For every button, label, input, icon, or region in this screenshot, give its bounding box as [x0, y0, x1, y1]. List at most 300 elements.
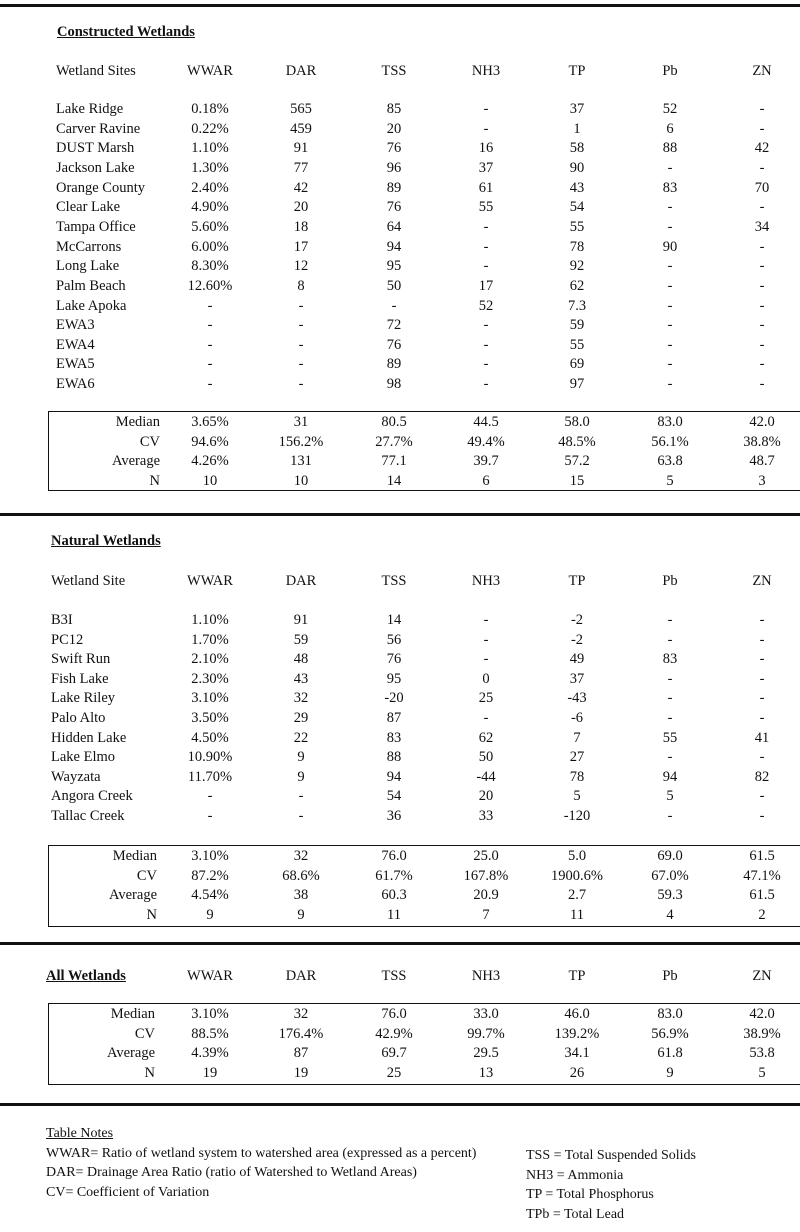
stat-label: Median — [112, 848, 157, 864]
cell-dar: 48 — [293, 651, 309, 667]
stat-zn: 48.7 — [749, 453, 775, 469]
cell-dar: - — [298, 376, 304, 392]
cell-pb: 5 — [666, 788, 674, 804]
stat-wwar: 3.65% — [191, 414, 229, 430]
stat-row — [0, 1025, 800, 1044]
cell-nh3: - — [483, 101, 489, 117]
cell-wwar: - — [207, 337, 213, 353]
cell-pb: - — [667, 632, 673, 648]
note-nh3: NH3 = Ammonia — [526, 1167, 624, 1183]
cell-pb: - — [667, 199, 673, 215]
stat-wwar: 88.5% — [191, 1026, 229, 1042]
table-row — [0, 611, 800, 630]
site-name: EWA5 — [56, 356, 95, 372]
cell-dar: 12 — [293, 258, 309, 274]
cell-zn: - — [759, 239, 765, 255]
cell-zn: - — [759, 612, 765, 628]
cell-nh3: 61 — [478, 180, 494, 196]
stat-tp: 15 — [569, 473, 585, 489]
site-name: Tampa Office — [56, 219, 136, 235]
cell-pb: - — [667, 219, 673, 235]
cell-zn: 82 — [754, 769, 770, 785]
column-header-nh3: NH3 — [471, 573, 501, 589]
cell-tp: 54 — [569, 199, 585, 215]
cell-nh3: 62 — [478, 730, 494, 746]
cell-tss: 76 — [386, 199, 402, 215]
stat-tss: 14 — [386, 473, 402, 489]
table-notes-left — [46, 1124, 476, 1202]
site-name: Fish Lake — [51, 671, 109, 687]
cell-dar: - — [298, 317, 304, 333]
cell-tp: 62 — [569, 278, 585, 294]
cell-nh3: - — [483, 239, 489, 255]
site-name: EWA6 — [56, 376, 95, 392]
stat-zn: 42.0 — [749, 414, 775, 430]
cell-wwar: 12.60% — [187, 278, 233, 294]
stat-zn: 47.1% — [743, 868, 781, 884]
table-notes-right — [526, 1146, 696, 1224]
cell-dar: 20 — [293, 199, 309, 215]
table-row — [0, 316, 800, 335]
column-header-tss: TSS — [381, 63, 407, 79]
table-row — [0, 159, 800, 178]
stat-label: CV — [136, 868, 157, 884]
site-name: DUST Marsh — [56, 140, 135, 156]
cell-tp: 69 — [569, 356, 585, 372]
cell-tp: 7 — [573, 730, 581, 746]
cell-nh3: - — [483, 317, 489, 333]
cell-tp: -2 — [570, 612, 584, 628]
stat-zn: 53.8 — [749, 1045, 775, 1061]
column-header-tp: TP — [568, 573, 586, 589]
cell-tp: -6 — [570, 710, 584, 726]
cell-tss: 96 — [386, 160, 402, 176]
cell-dar: 9 — [297, 769, 305, 785]
stat-pb: 83.0 — [657, 1006, 683, 1022]
cell-wwar: 3.10% — [191, 690, 229, 706]
stat-dar: 19 — [293, 1065, 309, 1081]
stat-tp: 11 — [570, 907, 584, 923]
cell-nh3: 17 — [478, 278, 494, 294]
stat-label: Average — [106, 1045, 155, 1061]
cell-nh3: 25 — [478, 690, 494, 706]
column-header-dar: DAR — [285, 63, 317, 79]
stat-pb: 56.9% — [651, 1026, 689, 1042]
stat-wwar: 94.6% — [191, 434, 229, 450]
cell-tp: 5 — [573, 788, 581, 804]
stat-pb: 59.3 — [657, 887, 683, 903]
stat-tp: 1900.6% — [551, 868, 603, 884]
cell-dar: - — [298, 788, 304, 804]
cell-zn: - — [759, 808, 765, 824]
cell-tss: 20 — [386, 121, 402, 137]
cell-wwar: - — [207, 317, 213, 333]
cell-zn: - — [759, 632, 765, 648]
stat-pb: 56.1% — [651, 434, 689, 450]
site-name: Lake Elmo — [51, 749, 116, 765]
column-header-tp: TP — [568, 968, 586, 984]
cell-zn: - — [759, 258, 765, 274]
cell-pb: - — [667, 376, 673, 392]
cell-pb: 88 — [662, 140, 678, 156]
stat-dar: 10 — [293, 473, 309, 489]
stat-nh3: 44.5 — [473, 414, 499, 430]
table-row — [0, 768, 800, 787]
cell-pb: - — [667, 808, 673, 824]
table-row — [0, 257, 800, 276]
stat-tp: 57.2 — [564, 453, 590, 469]
cell-wwar: 2.10% — [191, 651, 229, 667]
table-row — [0, 631, 800, 650]
stat-nh3: 6 — [482, 473, 490, 489]
cell-tss: 76 — [386, 140, 402, 156]
cell-dar: 77 — [293, 160, 309, 176]
stat-label: Median — [115, 414, 160, 430]
cell-dar: - — [298, 808, 304, 824]
site-name: Long Lake — [56, 258, 120, 274]
cell-tp: 37 — [569, 101, 585, 117]
cell-wwar: 5.60% — [191, 219, 229, 235]
stat-tss: 76.0 — [381, 848, 407, 864]
cell-nh3: - — [483, 121, 489, 137]
cell-tp: 59 — [569, 317, 585, 333]
note-cv: CV= Coefficient of Variation — [46, 1184, 210, 1200]
stat-zn: 2 — [758, 907, 766, 923]
column-header-row — [0, 967, 800, 986]
cell-zn: - — [759, 121, 765, 137]
site-name: Lake Ridge — [56, 101, 124, 117]
note-tss: TSS = Total Suspended Solids — [526, 1148, 697, 1163]
stat-row — [0, 433, 800, 452]
site-name: Carver Ravine — [56, 121, 141, 137]
stat-pb: 63.8 — [657, 453, 683, 469]
note-wwar: WWAR= Ratio of wetland system to watershed area (expressed as a percent) — [46, 1145, 477, 1161]
cell-nh3: - — [483, 219, 489, 235]
stat-dar: 131 — [290, 453, 312, 469]
stat-label: CV — [134, 1026, 155, 1042]
stat-wwar: 10 — [202, 473, 218, 489]
cell-wwar: - — [207, 376, 213, 392]
site-name: McCarrons — [56, 239, 122, 255]
stat-dar: 38 — [293, 887, 309, 903]
table-row — [0, 709, 800, 728]
column-header-zn: ZN — [752, 573, 772, 589]
stat-zn: 61.5 — [749, 887, 775, 903]
cell-dar: 91 — [293, 140, 309, 156]
cell-nh3: 37 — [478, 160, 494, 176]
cell-tp: 55 — [569, 337, 585, 353]
cell-nh3: 50 — [478, 749, 494, 765]
stat-dar: 32 — [293, 848, 309, 864]
cell-tss: 83 — [386, 730, 402, 746]
column-header-nh3: NH3 — [471, 63, 501, 79]
cell-zn: 42 — [754, 140, 770, 156]
cell-tss: 89 — [386, 356, 402, 372]
site-name: PC12 — [51, 632, 84, 648]
cell-dar: 17 — [293, 239, 309, 255]
stat-row — [0, 906, 800, 925]
cell-tss: 98 — [386, 376, 402, 392]
column-header-nh3: NH3 — [471, 968, 501, 984]
cell-nh3: 33 — [478, 808, 494, 824]
cell-tp: -120 — [563, 808, 591, 824]
cell-wwar: 1.10% — [191, 612, 229, 628]
stat-tp: 5.0 — [567, 848, 587, 864]
cell-dar: 8 — [297, 278, 305, 294]
stat-wwar: 4.26% — [191, 453, 229, 469]
cell-pb: - — [667, 356, 673, 372]
cell-zn: - — [759, 278, 765, 294]
table-row — [0, 375, 800, 394]
stat-row — [0, 472, 800, 491]
natural-title: Natural Wetlands — [51, 533, 161, 549]
site-name: Wayzata — [51, 769, 101, 785]
stat-label: Median — [110, 1006, 155, 1022]
cell-wwar: 2.30% — [191, 671, 229, 687]
stat-row — [0, 413, 800, 432]
stat-row — [0, 867, 800, 886]
site-name: Lake Riley — [51, 690, 116, 706]
cell-nh3: -44 — [476, 769, 496, 785]
site-name: Palo Alto — [51, 710, 106, 726]
cell-dar: 59 — [293, 632, 309, 648]
table-row — [0, 336, 800, 355]
stat-dar: 9 — [297, 907, 305, 923]
cell-dar: 43 — [293, 671, 309, 687]
stat-row — [0, 1064, 800, 1083]
cell-zn: - — [759, 651, 765, 667]
cell-zn: - — [759, 356, 765, 372]
stat-tp: 58.0 — [564, 414, 590, 430]
table-row — [0, 198, 800, 217]
column-header-tss: TSS — [381, 573, 407, 589]
note-tpb: TPb = Total Lead — [526, 1206, 625, 1222]
cell-zn: - — [759, 710, 765, 726]
cell-pb: 6 — [666, 121, 674, 137]
cell-zn: - — [759, 101, 765, 117]
cell-wwar: 8.30% — [191, 258, 229, 274]
stat-tss: 61.7% — [375, 868, 413, 884]
cell-tss: 54 — [386, 788, 402, 804]
stat-zn: 3 — [758, 473, 766, 489]
stat-nh3: 13 — [478, 1065, 494, 1081]
column-header-wwar: WWAR — [187, 63, 233, 79]
column-header-pb: Pb — [662, 63, 678, 79]
cell-zn: - — [759, 337, 765, 353]
site-name: Swift Run — [51, 651, 111, 667]
stat-wwar: 87.2% — [191, 868, 229, 884]
cell-dar: - — [298, 356, 304, 372]
cell-pb: - — [667, 612, 673, 628]
cell-tss: 87 — [386, 710, 402, 726]
cell-zn: - — [759, 376, 765, 392]
cell-dar: 9 — [297, 749, 305, 765]
cell-zn: - — [759, 199, 765, 215]
column-header-wwar: WWAR — [187, 573, 233, 589]
stat-zn: 38.9% — [743, 1026, 781, 1042]
cell-nh3: 52 — [478, 298, 494, 314]
column-header-row — [0, 62, 800, 81]
stat-pb: 4 — [666, 907, 674, 923]
stat-tss: 77.1 — [381, 453, 407, 469]
cell-nh3: - — [483, 651, 489, 667]
stat-tp: 2.7 — [567, 887, 587, 903]
stat-wwar: 4.39% — [191, 1045, 229, 1061]
cell-wwar: 11.70% — [187, 769, 233, 785]
stat-tp: 34.1 — [564, 1045, 590, 1061]
table-row — [0, 238, 800, 257]
column-header-dar: DAR — [285, 968, 317, 984]
constructed-title: Constructed Wetlands — [57, 24, 195, 40]
cell-pb: 90 — [662, 239, 678, 255]
cell-nh3: - — [483, 376, 489, 392]
cell-zn: - — [759, 749, 765, 765]
table-row — [0, 729, 800, 748]
cell-tp: 7.3 — [567, 298, 587, 314]
cell-pb: - — [667, 690, 673, 706]
stat-nh3: 99.7% — [467, 1026, 505, 1042]
table-row — [0, 787, 800, 806]
cell-zn: - — [759, 690, 765, 706]
cell-zn: 70 — [754, 180, 770, 196]
table-row — [0, 120, 800, 139]
site-header: Wetland Sites — [56, 63, 136, 79]
site-name: Palm Beach — [56, 278, 126, 294]
column-header-dar: DAR — [285, 573, 317, 589]
stat-pb: 5 — [666, 473, 674, 489]
stat-tss: 60.3 — [381, 887, 407, 903]
cell-tp: 78 — [569, 239, 585, 255]
stat-row — [0, 1005, 800, 1024]
column-header-wwar: WWAR — [187, 968, 233, 984]
cell-nh3: 20 — [478, 788, 494, 804]
stat-tss: 76.0 — [381, 1006, 407, 1022]
cell-nh3: - — [483, 337, 489, 353]
column-header-pb: Pb — [662, 968, 678, 984]
stat-zn: 38.8% — [743, 434, 781, 450]
cell-dar: 91 — [293, 612, 309, 628]
rule-2 — [0, 942, 800, 945]
cell-tss: 64 — [386, 219, 402, 235]
cell-tss: 56 — [386, 632, 402, 648]
stat-zn: 5 — [758, 1065, 766, 1081]
stat-label: Average — [111, 453, 160, 469]
cell-tp: 78 — [569, 769, 585, 785]
table-row — [0, 650, 800, 669]
cell-pb: - — [667, 710, 673, 726]
cell-dar: 42 — [293, 180, 309, 196]
cell-wwar: 2.40% — [191, 180, 229, 196]
cell-wwar: 4.90% — [191, 199, 229, 215]
cell-dar: - — [298, 337, 304, 353]
cell-tss: 95 — [386, 258, 402, 274]
cell-dar: - — [298, 298, 304, 314]
table-row — [0, 100, 800, 119]
stat-label: N — [146, 907, 157, 923]
stat-tss: 42.9% — [375, 1026, 413, 1042]
cell-tss: - — [391, 298, 397, 314]
cell-tp: 90 — [569, 160, 585, 176]
cell-wwar: 1.70% — [191, 632, 229, 648]
cell-dar: 565 — [290, 101, 312, 117]
stat-tp: 46.0 — [564, 1006, 590, 1022]
column-header-tss: TSS — [381, 968, 407, 984]
cell-wwar: - — [207, 788, 213, 804]
cell-zn: - — [759, 298, 765, 314]
site-name: Hidden Lake — [51, 730, 127, 746]
stat-nh3: 39.7 — [473, 453, 499, 469]
stat-nh3: 167.8% — [463, 868, 509, 884]
cell-nh3: 16 — [478, 140, 494, 156]
cell-pb: 52 — [662, 101, 678, 117]
stat-row — [0, 452, 800, 471]
cell-pb: - — [667, 298, 673, 314]
cell-wwar: 1.10% — [191, 140, 229, 156]
stat-pb: 67.0% — [651, 868, 689, 884]
cell-nh3: 55 — [478, 199, 494, 215]
cell-wwar: 4.50% — [191, 730, 229, 746]
cell-nh3: - — [483, 612, 489, 628]
cell-tss: 50 — [386, 278, 402, 294]
stat-label: CV — [139, 434, 160, 450]
cell-nh3: - — [483, 356, 489, 372]
site-header: Wetland Site — [51, 573, 126, 589]
stat-label: Average — [108, 887, 157, 903]
stat-nh3: 20.9 — [473, 887, 499, 903]
stat-label: N — [149, 473, 160, 489]
cell-wwar: - — [207, 356, 213, 372]
cell-tp: -43 — [567, 690, 587, 706]
table-row — [0, 670, 800, 689]
cell-zn: - — [759, 788, 765, 804]
stat-wwar: 3.10% — [191, 1006, 229, 1022]
stat-tss: 80.5 — [381, 414, 407, 430]
cell-tss: 94 — [386, 239, 402, 255]
cell-pb: - — [667, 160, 673, 176]
stat-wwar: 19 — [202, 1065, 218, 1081]
stat-dar: 176.4% — [278, 1026, 324, 1042]
cell-dar: 459 — [290, 121, 312, 137]
site-name: Angora Creek — [51, 788, 133, 804]
cell-wwar: 3.50% — [191, 710, 229, 726]
cell-pb: - — [667, 258, 673, 274]
cell-pb: 83 — [662, 651, 678, 667]
stat-zn: 61.5 — [749, 848, 775, 864]
stat-pb: 69.0 — [657, 848, 683, 864]
table-row — [0, 218, 800, 237]
cell-zn: - — [759, 317, 765, 333]
stat-dar: 32 — [293, 1006, 309, 1022]
cell-pb: - — [667, 749, 673, 765]
cell-tss: 76 — [386, 337, 402, 353]
column-header-tp: TP — [568, 63, 586, 79]
stat-pb: 9 — [666, 1065, 674, 1081]
stat-row — [0, 1044, 800, 1063]
cell-pb: - — [667, 337, 673, 353]
stat-tss: 69.7 — [381, 1045, 407, 1061]
cell-tss: 88 — [386, 749, 402, 765]
cell-tp: 55 — [569, 219, 585, 235]
cell-tss: 85 — [386, 101, 402, 117]
cell-zn: 41 — [754, 730, 770, 746]
column-header-row — [0, 572, 800, 591]
column-header-zn: ZN — [752, 968, 772, 984]
cell-wwar: 0.18% — [191, 101, 229, 117]
cell-nh3: - — [483, 710, 489, 726]
cell-tss: -20 — [384, 690, 404, 706]
top-rule — [0, 4, 800, 7]
cell-pb: - — [667, 671, 673, 687]
